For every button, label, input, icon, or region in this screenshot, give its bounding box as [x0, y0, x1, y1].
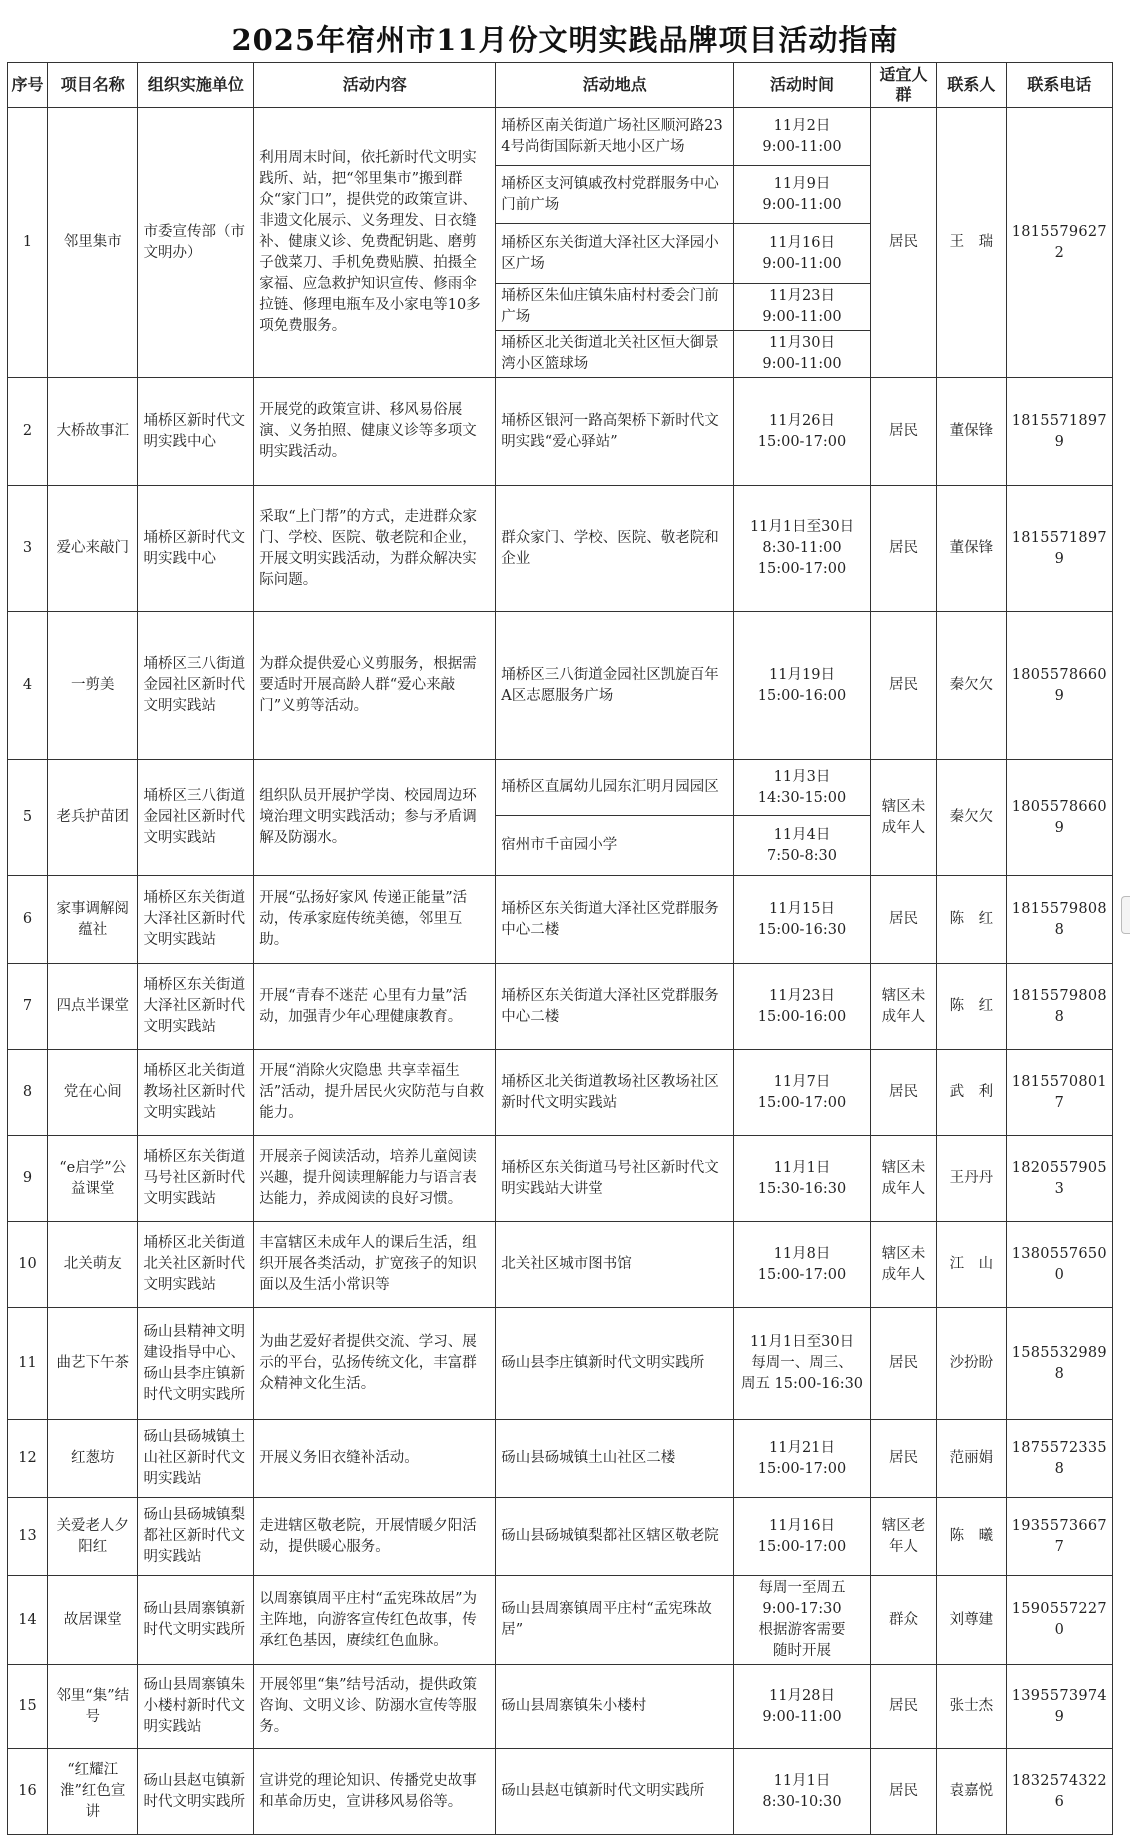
cell-name: 老兵护苗团 — [47, 760, 138, 876]
cell-content: 开展“弘扬好家风 传递正能量”活动，传承家庭传统美德，邻里互助。 — [254, 876, 496, 964]
cell-place: 砀山县赵屯镇新时代文明实践所 — [496, 1749, 734, 1835]
cell-audience: 群众 — [870, 1576, 936, 1665]
cell-audience: 辖区未成年人 — [870, 760, 936, 876]
cell-place: 宿州市千亩园小学 — [496, 816, 734, 876]
cell-name: 邻里“集”结号 — [47, 1665, 138, 1749]
cell-time: 11月1日至30日 8:30-11:00 15:00-17:00 — [734, 486, 871, 612]
cell-org: 埇桥区新时代文明实践中心 — [138, 378, 254, 486]
cell-place: 埇桥区东关街道马号社区新时代文明实践站大讲堂 — [496, 1136, 734, 1222]
cell-name: 关爱老人夕阳红 — [47, 1498, 138, 1576]
cell-no: 15 — [8, 1665, 48, 1749]
table-row — [8, 1498, 1113, 1576]
table-row — [8, 486, 1113, 612]
cell-no: 8 — [8, 1050, 48, 1136]
cell-no: 11 — [8, 1308, 48, 1420]
cell-place: 埇桥区支河镇戚孜村党群服务中心门前广场 — [496, 166, 734, 224]
cell-time: 11月7日 15:00-17:00 — [734, 1050, 871, 1136]
cell-audience: 居民 — [870, 486, 936, 612]
cell-time: 11月28日 9:00-11:00 — [734, 1665, 871, 1749]
cell-time: 11月26日 15:00-17:00 — [734, 378, 871, 486]
cell-phone: 15905572270 — [1006, 1576, 1112, 1665]
cell-phone: 18155798088 — [1006, 876, 1112, 964]
cell-audience: 辖区老年人 — [870, 1498, 936, 1576]
header-audience: 适宜人群 — [870, 63, 936, 108]
cell-place: 埇桥区银河一路高架桥下新时代文明实践“爱心驿站” — [496, 378, 734, 486]
cell-time: 11月19日 15:00-16:00 — [734, 612, 871, 760]
table-row — [8, 612, 1113, 760]
cell-audience: 辖区未成年人 — [870, 1222, 936, 1308]
cell-org: 砀山县砀城镇梨都社区新时代文明实践站 — [138, 1498, 254, 1576]
cell-content: 开展党的政策宣讲、移风易俗展演、义务拍照、健康义诊等多项文明实践活动。 — [254, 378, 496, 486]
cell-content: 为群众提供爱心义剪服务，根据需要适时开展高龄人群“爱心来敲门”义剪等活动。 — [254, 612, 496, 760]
cell-audience: 居民 — [870, 1749, 936, 1835]
cell-audience: 辖区未成年人 — [870, 964, 936, 1050]
cell-org: 埇桥区北关街道北关社区新时代文明实践站 — [138, 1222, 254, 1308]
cell-audience: 居民 — [870, 1308, 936, 1420]
cell-phone: 18155708017 — [1006, 1050, 1112, 1136]
cell-org: 埇桥区东关街道马号社区新时代文明实践站 — [138, 1136, 254, 1222]
cell-place: 群众家门、学校、医院、敬老院和企业 — [496, 486, 734, 612]
cell-name: “e启学”公益课堂 — [47, 1136, 138, 1222]
cell-name: 爱心来敲门 — [47, 486, 138, 612]
cell-content: 组织队员开展护学岗、校园周边环境治理文明实践活动；参与矛盾调解及防溺水。 — [254, 760, 496, 876]
cell-content: 宣讲党的理论知识、传播党史故事和革命历史，宣讲移风易俗等。 — [254, 1749, 496, 1835]
header-contact: 联系人 — [937, 63, 1006, 108]
cell-place: 北关社区城市图书馆 — [496, 1222, 734, 1308]
cell-place: 砀山县砀城镇土山社区二楼 — [496, 1420, 734, 1498]
header-no: 序号 — [8, 63, 48, 108]
cell-name: 曲艺下午茶 — [47, 1308, 138, 1420]
cell-org: 砀山县砀城镇土山社区新时代文明实践站 — [138, 1420, 254, 1498]
table-row — [8, 1576, 1113, 1665]
header-org: 组织实施单位 — [138, 63, 254, 108]
cell-contact: 秦欠欠 — [937, 612, 1006, 760]
cell-name: 党在心间 — [47, 1050, 138, 1136]
cell-no: 9 — [8, 1136, 48, 1222]
cell-content: 以周寨镇周平庄村“孟宪珠故居”为主阵地，向游客宣传红色故事，传承红色基因，赓续红色血脉。 — [254, 1576, 496, 1665]
cell-contact: 袁嘉悦 — [937, 1749, 1006, 1835]
cell-place: 埇桥区南关街道广场社区顺河路234号尚街国际新天地小区广场 — [496, 108, 734, 166]
cell-content: 利用周末时间，依托新时代文明实践所、站，把“邻里集市”搬到群众“家门口”，提供党的政策宣讲、非遗文化展示、义务理发、日衣缝补、健康义诊、免费配钥匙、磨剪子戗菜刀、手机免费贴膜、拍摄全家福、应急救护知识宣传、修雨伞拉链、修理电瓶车及小家电等10多项免费服务。 — [254, 108, 496, 378]
cell-no: 6 — [8, 876, 48, 964]
cell-phone: 13805576500 — [1006, 1222, 1112, 1308]
cell-content: 开展义务旧衣缝补活动。 — [254, 1420, 496, 1498]
table-row — [8, 108, 1113, 166]
cell-phone: 18325743226 — [1006, 1749, 1112, 1835]
cell-no: 4 — [8, 612, 48, 760]
cell-place: 埇桥区直属幼儿园东汇明月园园区 — [496, 760, 734, 816]
cell-contact: 董保锋 — [937, 378, 1006, 486]
cell-place: 砀山县周寨镇周平庄村“孟宪珠故居” — [496, 1576, 734, 1665]
cell-phone: 18155798088 — [1006, 964, 1112, 1050]
table-row — [8, 1420, 1113, 1498]
cell-time: 11月1日至30日 每周一、周三、 周五 15:00-16:30 — [734, 1308, 871, 1420]
cell-no: 10 — [8, 1222, 48, 1308]
activity-table — [7, 62, 1113, 1835]
cell-audience: 辖区未成年人 — [870, 1136, 936, 1222]
cell-contact: 王丹丹 — [937, 1136, 1006, 1222]
cell-time: 11月15日 15:00-16:30 — [734, 876, 871, 964]
cell-place: 埇桥区朱仙庄镇朱庙村村委会门前广场 — [496, 284, 734, 331]
cell-content: 为曲艺爱好者提供交流、学习、展示的平台，弘扬传统文化，丰富群众精神文化生活。 — [254, 1308, 496, 1420]
table-row — [8, 876, 1113, 964]
cell-contact: 王 瑞 — [937, 108, 1006, 378]
cell-name: 一剪美 — [47, 612, 138, 760]
cell-time: 11月16日 9:00-11:00 — [734, 224, 871, 284]
scrollbar-handle[interactable] — [1121, 896, 1130, 934]
cell-name: 大桥故事汇 — [47, 378, 138, 486]
cell-org: 埇桥区东关街道大泽社区新时代文明实践站 — [138, 964, 254, 1050]
header-content: 活动内容 — [254, 63, 496, 108]
table-row — [8, 760, 1113, 816]
cell-no: 5 — [8, 760, 48, 876]
table-row — [8, 964, 1113, 1050]
cell-place: 砀山县砀城镇梨都社区辖区敬老院 — [496, 1498, 734, 1576]
cell-contact: 陈 红 — [937, 876, 1006, 964]
cell-time: 11月1日 15:30-16:30 — [734, 1136, 871, 1222]
cell-phone: 18155718979 — [1006, 378, 1112, 486]
cell-no: 13 — [8, 1498, 48, 1576]
cell-org: 市委宣传部（市文明办） — [138, 108, 254, 378]
cell-contact: 董保锋 — [937, 486, 1006, 612]
cell-contact: 沙扮盼 — [937, 1308, 1006, 1420]
cell-contact: 陈 曦 — [937, 1498, 1006, 1576]
cell-phone: 19355736677 — [1006, 1498, 1112, 1576]
cell-name: 红葱坊 — [47, 1420, 138, 1498]
cell-time: 11月9日 9:00-11:00 — [734, 166, 871, 224]
cell-phone: 18055786609 — [1006, 760, 1112, 876]
table-row — [8, 1665, 1113, 1749]
cell-time: 11月1日 8:30-10:30 — [734, 1749, 871, 1835]
cell-content: 开展亲子阅读活动，培养儿童阅读兴趣，提升阅读理解能力与语言表达能力，养成阅读的良好习惯。 — [254, 1136, 496, 1222]
cell-contact: 秦欠欠 — [937, 760, 1006, 876]
cell-phone: 18205579053 — [1006, 1136, 1112, 1222]
cell-time: 11月21日 15:00-17:00 — [734, 1420, 871, 1498]
table-row — [8, 1308, 1113, 1420]
cell-time: 11月16日 15:00-17:00 — [734, 1498, 871, 1576]
cell-no: 16 — [8, 1749, 48, 1835]
cell-org: 埇桥区三八街道金园社区新时代文明实践站 — [138, 612, 254, 760]
cell-no: 2 — [8, 378, 48, 486]
cell-phone: 18155718979 — [1006, 486, 1112, 612]
header-phone: 联系电话 — [1006, 63, 1112, 108]
cell-org: 砀山县周寨镇朱小楼村新时代文明实践站 — [138, 1665, 254, 1749]
cell-time: 11月8日 15:00-17:00 — [734, 1222, 871, 1308]
cell-audience: 居民 — [870, 108, 936, 378]
cell-no: 1 — [8, 108, 48, 378]
cell-contact: 范丽娟 — [937, 1420, 1006, 1498]
cell-name: 邻里集市 — [47, 108, 138, 378]
cell-audience: 居民 — [870, 1050, 936, 1136]
table-row — [8, 1749, 1113, 1835]
cell-place: 砀山县周寨镇朱小楼村 — [496, 1665, 734, 1749]
cell-name: 四点半课堂 — [47, 964, 138, 1050]
cell-content: 开展“消除火灾隐患 共享幸福生活”活动，提升居民火灾防范与自救能力。 — [254, 1050, 496, 1136]
cell-contact: 陈 红 — [937, 964, 1006, 1050]
table-row — [8, 1136, 1113, 1222]
header-name: 项目名称 — [47, 63, 138, 108]
cell-contact: 张士杰 — [937, 1665, 1006, 1749]
header-place: 活动地点 — [496, 63, 734, 108]
cell-time: 11月4日 7:50-8:30 — [734, 816, 871, 876]
cell-place: 砀山县李庄镇新时代文明实践所 — [496, 1308, 734, 1420]
cell-name: 北关萌友 — [47, 1222, 138, 1308]
cell-audience: 居民 — [870, 612, 936, 760]
cell-contact: 武 利 — [937, 1050, 1006, 1136]
cell-content: 采取“上门帮”的方式，走进群众家门、学校、医院、敬老院和企业，开展文明实践活动，为群众解决实际问题。 — [254, 486, 496, 612]
cell-time: 每周一至周五 9:00-17:30 根据游客需要 随时开展 — [734, 1576, 871, 1665]
cell-time: 11月2日 9:00-11:00 — [734, 108, 871, 166]
table-body — [8, 108, 1113, 1835]
cell-content: 走进辖区敬老院，开展情暖夕阳活动，提供暖心服务。 — [254, 1498, 496, 1576]
cell-time: 11月23日 15:00-16:00 — [734, 964, 871, 1050]
cell-place: 埇桥区东关街道大泽社区党群服务中心二楼 — [496, 964, 734, 1050]
cell-name: 家事调解阅蕴社 — [47, 876, 138, 964]
cell-org: 砀山县周寨镇新时代文明实践所 — [138, 1576, 254, 1665]
table-row — [8, 1050, 1113, 1136]
cell-content: 开展“青春不迷茫 心里有力量”活动，加强青少年心理健康教育。 — [254, 964, 496, 1050]
cell-org: 埇桥区三八街道金园社区新时代文明实践站 — [138, 760, 254, 876]
cell-place: 埇桥区东关街道大泽社区大泽园小区广场 — [496, 224, 734, 284]
cell-time: 11月30日 9:00-11:00 — [734, 331, 871, 378]
cell-contact: 刘尊建 — [937, 1576, 1006, 1665]
table-row — [8, 378, 1113, 486]
cell-no: 3 — [8, 486, 48, 612]
cell-phone: 18755723358 — [1006, 1420, 1112, 1498]
cell-contact: 江 山 — [937, 1222, 1006, 1308]
cell-org: 埇桥区北关街道教场社区新时代文明实践站 — [138, 1050, 254, 1136]
cell-name: 故居课堂 — [47, 1576, 138, 1665]
page-title: 2025年宿州市11月份文明实践品牌项目活动指南 — [231, 23, 899, 57]
cell-phone: 18155796272 — [1006, 108, 1112, 378]
cell-place: 埇桥区北关街道北关社区恒大御景湾小区篮球场 — [496, 331, 734, 378]
cell-place: 埇桥区东关街道大泽社区党群服务中心二楼 — [496, 876, 734, 964]
cell-no: 14 — [8, 1576, 48, 1665]
cell-audience: 居民 — [870, 1420, 936, 1498]
cell-org: 砀山县赵屯镇新时代文明实践所 — [138, 1749, 254, 1835]
cell-org: 砀山县精神文明建设指导中心、砀山县李庄镇新时代文明实践所 — [138, 1308, 254, 1420]
cell-phone: 15855329898 — [1006, 1308, 1112, 1420]
cell-content: 丰富辖区未成年人的课后生活，组织开展各类活动，扩宽孩子的知识面以及生活小常识等 — [254, 1222, 496, 1308]
cell-place: 埇桥区三八街道金园社区凯旋百年A区志愿服务广场 — [496, 612, 734, 760]
table-row — [8, 1222, 1113, 1308]
cell-name: “红耀江淮”红色宣讲 — [47, 1749, 138, 1835]
cell-time: 11月23日 9:00-11:00 — [734, 284, 871, 331]
cell-audience: 居民 — [870, 1665, 936, 1749]
cell-phone: 18055786609 — [1006, 612, 1112, 760]
cell-no: 12 — [8, 1420, 48, 1498]
cell-org: 埇桥区新时代文明实践中心 — [138, 486, 254, 612]
header-time: 活动时间 — [734, 63, 871, 108]
cell-content: 开展邻里“集”结号活动，提供政策咨询、文明义诊、防溺水宣传等服务。 — [254, 1665, 496, 1749]
cell-time: 11月3日 14:30-15:00 — [734, 760, 871, 816]
cell-audience: 居民 — [870, 378, 936, 486]
cell-place: 埇桥区北关街道教场社区教场社区新时代文明实践站 — [496, 1050, 734, 1136]
cell-phone: 13955739749 — [1006, 1665, 1112, 1749]
header-row — [8, 63, 1113, 108]
cell-no: 7 — [8, 964, 48, 1050]
cell-audience: 居民 — [870, 876, 936, 964]
cell-org: 埇桥区东关街道大泽社区新时代文明实践站 — [138, 876, 254, 964]
